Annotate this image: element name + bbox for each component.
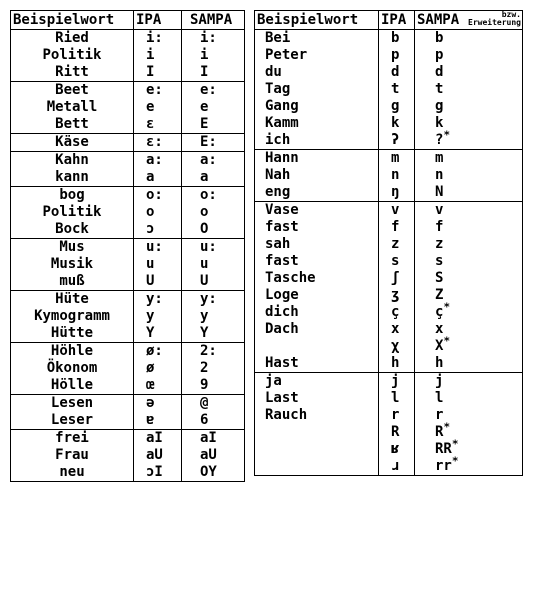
sampa-symbol: v: [435, 202, 444, 218]
example-word: Last: [265, 390, 299, 406]
ipa-symbol: ø: [146, 360, 155, 376]
example-word: Metall: [46, 99, 98, 115]
ipa-cell: [134, 134, 182, 152]
ipa-cell: [134, 30, 182, 82]
ipa-cell: [379, 202, 415, 373]
ipa-symbol: u: [146, 256, 155, 272]
table-row-group: [255, 30, 523, 150]
header-word: Beispielwort: [255, 11, 379, 30]
ipa-symbol: v: [391, 202, 400, 218]
header-word: Beispielwort: [11, 11, 134, 30]
sampa-symbol: ç*: [435, 300, 451, 320]
example-word: ja: [265, 373, 282, 389]
sampa-symbol: e: [200, 99, 209, 115]
example-word: Käse: [55, 134, 89, 150]
example-word: Bett: [55, 116, 89, 132]
ipa-cell: [379, 373, 415, 476]
table-row-group: [11, 430, 245, 482]
sampa-cell: [182, 30, 245, 82]
sampa-cell: [182, 82, 245, 134]
example-word-cell: [11, 343, 134, 395]
sampa-symbol: o: [200, 204, 209, 220]
ipa-symbol: j: [391, 373, 400, 389]
sampa-symbol: b: [435, 30, 444, 46]
sampa-cell: [415, 202, 523, 373]
example-word: Tag: [265, 81, 291, 97]
sampa-symbol: o:: [200, 187, 217, 203]
sampa-symbol: S: [435, 270, 444, 286]
example-word: Dach: [265, 321, 299, 337]
header-bzw: bzw.: [501, 10, 521, 19]
example-word: Bei: [265, 30, 291, 46]
sampa-symbol: s: [435, 253, 444, 269]
ipa-symbol: ʁ: [391, 441, 400, 457]
example-word-cell: [11, 395, 134, 430]
ipa-symbol: k: [391, 115, 400, 131]
ipa-symbol: ŋ: [391, 184, 400, 200]
example-word-cell: [255, 373, 379, 476]
sampa-cell: [182, 343, 245, 395]
example-word: eng: [265, 184, 291, 200]
ipa-symbol: a:: [146, 152, 163, 168]
sampa-cell: [182, 395, 245, 430]
ipa-symbol: ʔ: [391, 132, 400, 148]
sampa-symbol: U: [200, 273, 209, 289]
ipa-symbol: o: [146, 204, 155, 220]
vowel-table: [10, 10, 245, 482]
ipa-symbol: g: [391, 98, 400, 114]
ipa-symbol: d: [391, 64, 400, 80]
example-word-cell: [11, 239, 134, 291]
table-row-group: [11, 187, 245, 239]
example-word: Kamm: [265, 115, 299, 131]
example-word-cell: [255, 202, 379, 373]
ipa-symbol: a: [146, 169, 155, 185]
sampa-symbol: @: [200, 395, 209, 411]
ipa-symbol: e: [146, 99, 155, 115]
table-row-group: [255, 373, 523, 476]
sampa-cell: [415, 373, 523, 476]
example-word: Ritt: [55, 64, 89, 80]
ipa-symbol: ə: [146, 395, 155, 411]
vowel-table-header: [11, 11, 245, 30]
sampa-symbol: f: [435, 219, 444, 235]
example-word: [265, 424, 378, 441]
sampa-cell: [182, 187, 245, 239]
table-row-group: [11, 30, 245, 82]
consonant-table: [254, 10, 523, 476]
example-word: Mus: [59, 239, 85, 255]
header-ipa: IPA: [379, 11, 415, 30]
ipa-cell: [134, 187, 182, 239]
table-row-group: [11, 82, 245, 134]
sampa-cell: [182, 291, 245, 343]
example-word: muß: [59, 273, 85, 289]
ipa-symbol: t: [391, 81, 400, 97]
ipa-symbol: ɹ: [391, 458, 400, 474]
sampa-symbol: y:: [200, 291, 217, 307]
example-word: [265, 338, 378, 355]
ipa-cell: [134, 82, 182, 134]
ipa-symbol: r: [391, 407, 400, 423]
table-row-group: [255, 150, 523, 202]
extension-star: *: [451, 454, 459, 468]
ipa-symbol: l: [391, 390, 400, 406]
extension-star: *: [443, 420, 451, 434]
ipa-symbol: ɐ: [146, 412, 155, 428]
example-word: Hast: [265, 355, 299, 371]
vowel-table-body: [11, 30, 245, 482]
sampa-symbol: Z: [435, 287, 444, 303]
sampa-symbol: Y: [200, 325, 209, 341]
example-word: Höhle: [50, 343, 94, 359]
sampa-symbol: z: [435, 236, 444, 252]
ipa-symbol: u:: [146, 239, 163, 255]
sampa-symbol: l: [435, 390, 444, 406]
sampa-symbol: u: [200, 256, 209, 272]
sampa-symbol: E: [200, 116, 209, 132]
example-word-cell: [11, 30, 134, 82]
example-word: Ried: [55, 30, 89, 46]
ipa-symbol: n: [391, 167, 400, 183]
ipa-cell: [134, 239, 182, 291]
ipa-symbol: ʃ: [391, 270, 400, 286]
ipa-symbol: i:: [146, 30, 163, 46]
sampa-cell: [182, 430, 245, 482]
example-word: Ökonom: [46, 360, 98, 376]
example-word: Frau: [55, 447, 89, 463]
ipa-cell: [134, 152, 182, 187]
ipa-symbol: o:: [146, 187, 163, 203]
sampa-symbol: k: [435, 115, 444, 131]
sampa-cell: [415, 30, 523, 150]
ipa-symbol: z: [391, 236, 400, 252]
sampa-symbol: p: [435, 47, 444, 63]
ipa-cell: [134, 343, 182, 395]
example-word: frei: [55, 430, 89, 446]
example-word: Politik: [42, 204, 102, 220]
example-word: kann: [55, 169, 89, 185]
sampa-symbol: 2:: [200, 343, 217, 359]
example-word: Hann: [265, 150, 299, 166]
header-erweiterung: Erweiterung: [468, 18, 521, 27]
ipa-cell: [379, 30, 415, 150]
sampa-symbol: ?*: [435, 128, 451, 148]
example-word-cell: [255, 30, 379, 150]
sampa-symbol: e:: [200, 82, 217, 98]
sampa-symbol: 6: [200, 412, 209, 428]
ipa-symbol: ç: [391, 304, 400, 320]
table-row-group: [11, 239, 245, 291]
example-word: Hüte: [55, 291, 89, 307]
example-word: Bock: [55, 221, 89, 237]
header-extension-note: [468, 11, 521, 27]
header-ipa: IPA: [134, 11, 182, 30]
table-row-group: [11, 152, 245, 187]
header-sampa-label: SAMPA: [417, 12, 460, 28]
ipa-symbol: s: [391, 253, 400, 269]
sampa-symbol: aI: [200, 430, 217, 446]
example-word: dich: [265, 304, 299, 320]
ipa-symbol: ɔ: [146, 221, 155, 237]
ipa-symbol: aI: [146, 430, 163, 446]
sampa-symbol: a:: [200, 152, 217, 168]
header-sampa: SAMPA: [182, 11, 245, 30]
example-word: neu: [59, 464, 85, 480]
example-word: Hölle: [50, 377, 94, 393]
example-word: Vase: [265, 202, 299, 218]
ipa-symbol: ʒ: [391, 287, 400, 303]
example-word: sah: [265, 236, 291, 252]
sampa-symbol: OY: [200, 464, 217, 480]
ipa-cell: [379, 150, 415, 202]
sampa-symbol: h: [435, 355, 444, 371]
sampa-cell: [415, 150, 523, 202]
ipa-symbol: aU: [146, 447, 163, 463]
sampa-symbol: d: [435, 64, 444, 80]
ipa-symbol: f: [391, 219, 400, 235]
sampa-symbol: N: [435, 184, 444, 200]
ipa-symbol: b: [391, 30, 400, 46]
sampa-symbol: y: [200, 308, 209, 324]
table-row-group: [11, 291, 245, 343]
extension-star: *: [443, 300, 451, 314]
sampa-symbol: aU: [200, 447, 217, 463]
example-word: Beet: [55, 82, 89, 98]
example-word: Leser: [50, 412, 94, 428]
sampa-symbol: m: [435, 150, 444, 166]
ipa-symbol: p: [391, 47, 400, 63]
table-row-group: [11, 395, 245, 430]
table-row-group: [11, 134, 245, 152]
sampa-symbol: 2: [200, 360, 209, 376]
sampa-symbol: u:: [200, 239, 217, 255]
example-word: Gang: [265, 98, 299, 114]
sampa-symbol: a: [200, 169, 209, 185]
table-row-group: [11, 343, 245, 395]
example-word: [265, 441, 378, 458]
example-word-cell: [11, 82, 134, 134]
sampa-symbol: g: [435, 98, 444, 114]
example-word: Politik: [42, 47, 102, 63]
sampa-cell: [182, 152, 245, 187]
ipa-cell: [134, 395, 182, 430]
example-word: [265, 458, 378, 475]
ipa-symbol: U: [146, 273, 155, 289]
ipa-symbol: Y: [146, 325, 155, 341]
sampa-symbol: 9: [200, 377, 209, 393]
extension-star: *: [443, 128, 451, 142]
example-word: fast: [265, 253, 299, 269]
sampa-symbol: i:: [200, 30, 217, 46]
example-word: du: [265, 64, 282, 80]
example-word: Kymogramm: [34, 308, 110, 324]
example-word: Hütte: [50, 325, 94, 341]
example-word: Kahn: [55, 152, 89, 168]
sampa-cell: [182, 239, 245, 291]
ipa-cell: [134, 430, 182, 482]
ipa-symbol: ɛ: [146, 116, 155, 132]
sampa-symbol: R*: [435, 420, 451, 440]
sampa-symbol: E:: [200, 134, 217, 150]
example-word-cell: [255, 150, 379, 202]
sampa-symbol: n: [435, 167, 444, 183]
ipa-symbol: I: [146, 64, 155, 80]
ipa-symbol: ø:: [146, 343, 163, 359]
example-word: Rauch: [265, 407, 308, 423]
header-sampa: [415, 11, 523, 30]
sampa-symbol: r: [435, 407, 444, 423]
consonant-table-body: [255, 30, 523, 476]
example-word: Musik: [50, 256, 94, 272]
sampa-symbol: O: [200, 221, 209, 237]
ipa-cell: [134, 291, 182, 343]
ipa-symbol: i: [146, 47, 155, 63]
example-word: Nah: [265, 167, 291, 183]
sampa-symbol: X*: [435, 334, 451, 354]
ipa-symbol: x: [391, 321, 400, 337]
ipa-symbol: e:: [146, 82, 163, 98]
example-word: ich: [265, 132, 291, 148]
sampa-symbol: rr*: [435, 454, 459, 474]
ipa-symbol: ɔI: [146, 464, 163, 480]
ipa-symbol: χ: [391, 338, 400, 354]
example-word-cell: [11, 152, 134, 187]
table-row-group: [255, 202, 523, 373]
example-word: Tasche: [265, 270, 316, 286]
sampa-symbol: i: [200, 47, 209, 63]
sampa-symbol: RR*: [435, 437, 459, 457]
example-word: Peter: [265, 47, 308, 63]
sampa-symbol: j: [435, 373, 444, 389]
ipa-symbol: R: [391, 424, 400, 440]
example-word-cell: [11, 134, 134, 152]
example-word-cell: [11, 291, 134, 343]
sampa-symbol: x: [435, 321, 444, 337]
ipa-symbol: h: [391, 355, 400, 371]
ipa-symbol: y:: [146, 291, 163, 307]
ipa-symbol: y: [146, 308, 155, 324]
example-word-cell: [11, 430, 134, 482]
sampa-symbol: I: [200, 64, 209, 80]
example-word: bog: [59, 187, 85, 203]
ipa-symbol: m: [391, 150, 400, 166]
extension-star: *: [443, 334, 451, 348]
extension-star: *: [451, 437, 459, 451]
example-word: Lesen: [50, 395, 94, 411]
example-word-cell: [11, 187, 134, 239]
ipa-symbol: œ: [146, 377, 155, 393]
sampa-symbol: t: [435, 81, 444, 97]
ipa-symbol: ɛ:: [146, 134, 163, 150]
example-word: Loge: [265, 287, 299, 303]
sampa-cell: [182, 134, 245, 152]
consonant-table-header: [255, 11, 523, 30]
example-word: fast: [265, 219, 299, 235]
